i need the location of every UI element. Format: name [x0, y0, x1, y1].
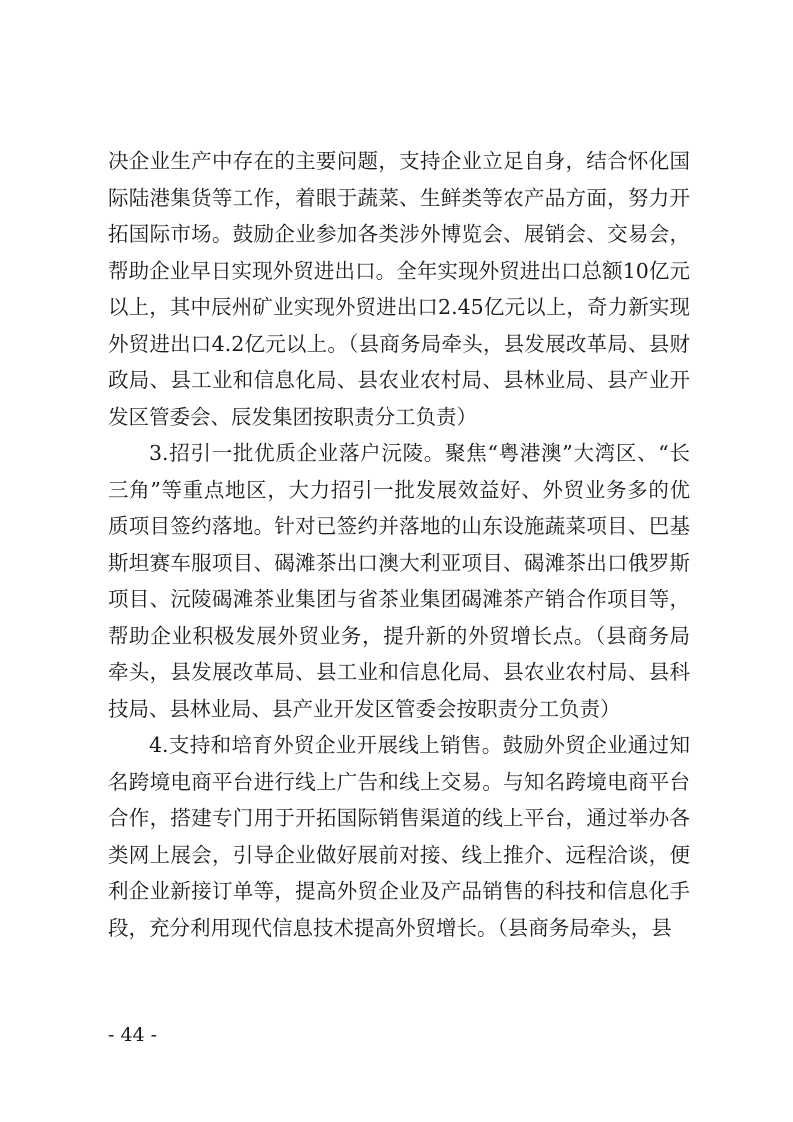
paragraph-continuation: 决企业生产中存在的主要问题，支持企业立足自身，结合怀化国际陆港集货等工作，着眼于蔬菜、生鲜类等农产品方面，努力开拓国际市场。鼓励企业参加各类涉外博览会、展销会、交易会，帮助企业早日实现外贸进出口。全年实现外贸进出口总额10亿元以上，其中辰州矿业实现外贸进出口2.45亿元以上，奇力新实现外贸进出口4.2亿元以上。（县商务局牵头，县发展改革局、县财政局、县工业和信息化局、县农业农村局、县林业局、县产业开发区管委会、辰发集团按职责分工负责）: [108, 149, 690, 429]
paragraph-item-4: 4.支持和培育外贸企业开展线上销售。鼓励外贸企业通过知名跨境电商平台进行线上广告和线上交易。与知名跨境电商平台合作，搭建专门用于开拓国际销售渠道的线上平台，通过举办各类网上展会，引导企业做好展前对接、线上推介、远程洽谈，便利企业新接订单等，提高外贸企业及产品销售的科技和信息化手段，充分利用现代信息技术提高外贸增长。（县商务局牵头，县: [108, 733, 690, 940]
paragraph-item-3: 3.招引一批优质企业落户沅陵。聚焦“粤港澳”大湾区、“长三角”等重点地区，大力招引一批发展效益好、外贸业务多的优质项目签约落地。针对已签约并落地的山东设施蔬菜项目、巴基斯坦赛车服项目、碣滩茶出口澳大利亚项目、碣滩茶出口俄罗斯项目、沅陵碣滩茶业集团与省茶业集团碣滩茶产销合作项目等，帮助企业积极发展外贸业务，提升新的外贸增长点。（县商务局牵头，县发展改革局、县工业和信息化局、县农业农村局、县科技局、县林业局、县产业开发区管委会按职责分工负责）: [108, 441, 690, 721]
body-text: [108, 143, 690, 946]
page-number: - 44 -: [108, 1024, 158, 1046]
